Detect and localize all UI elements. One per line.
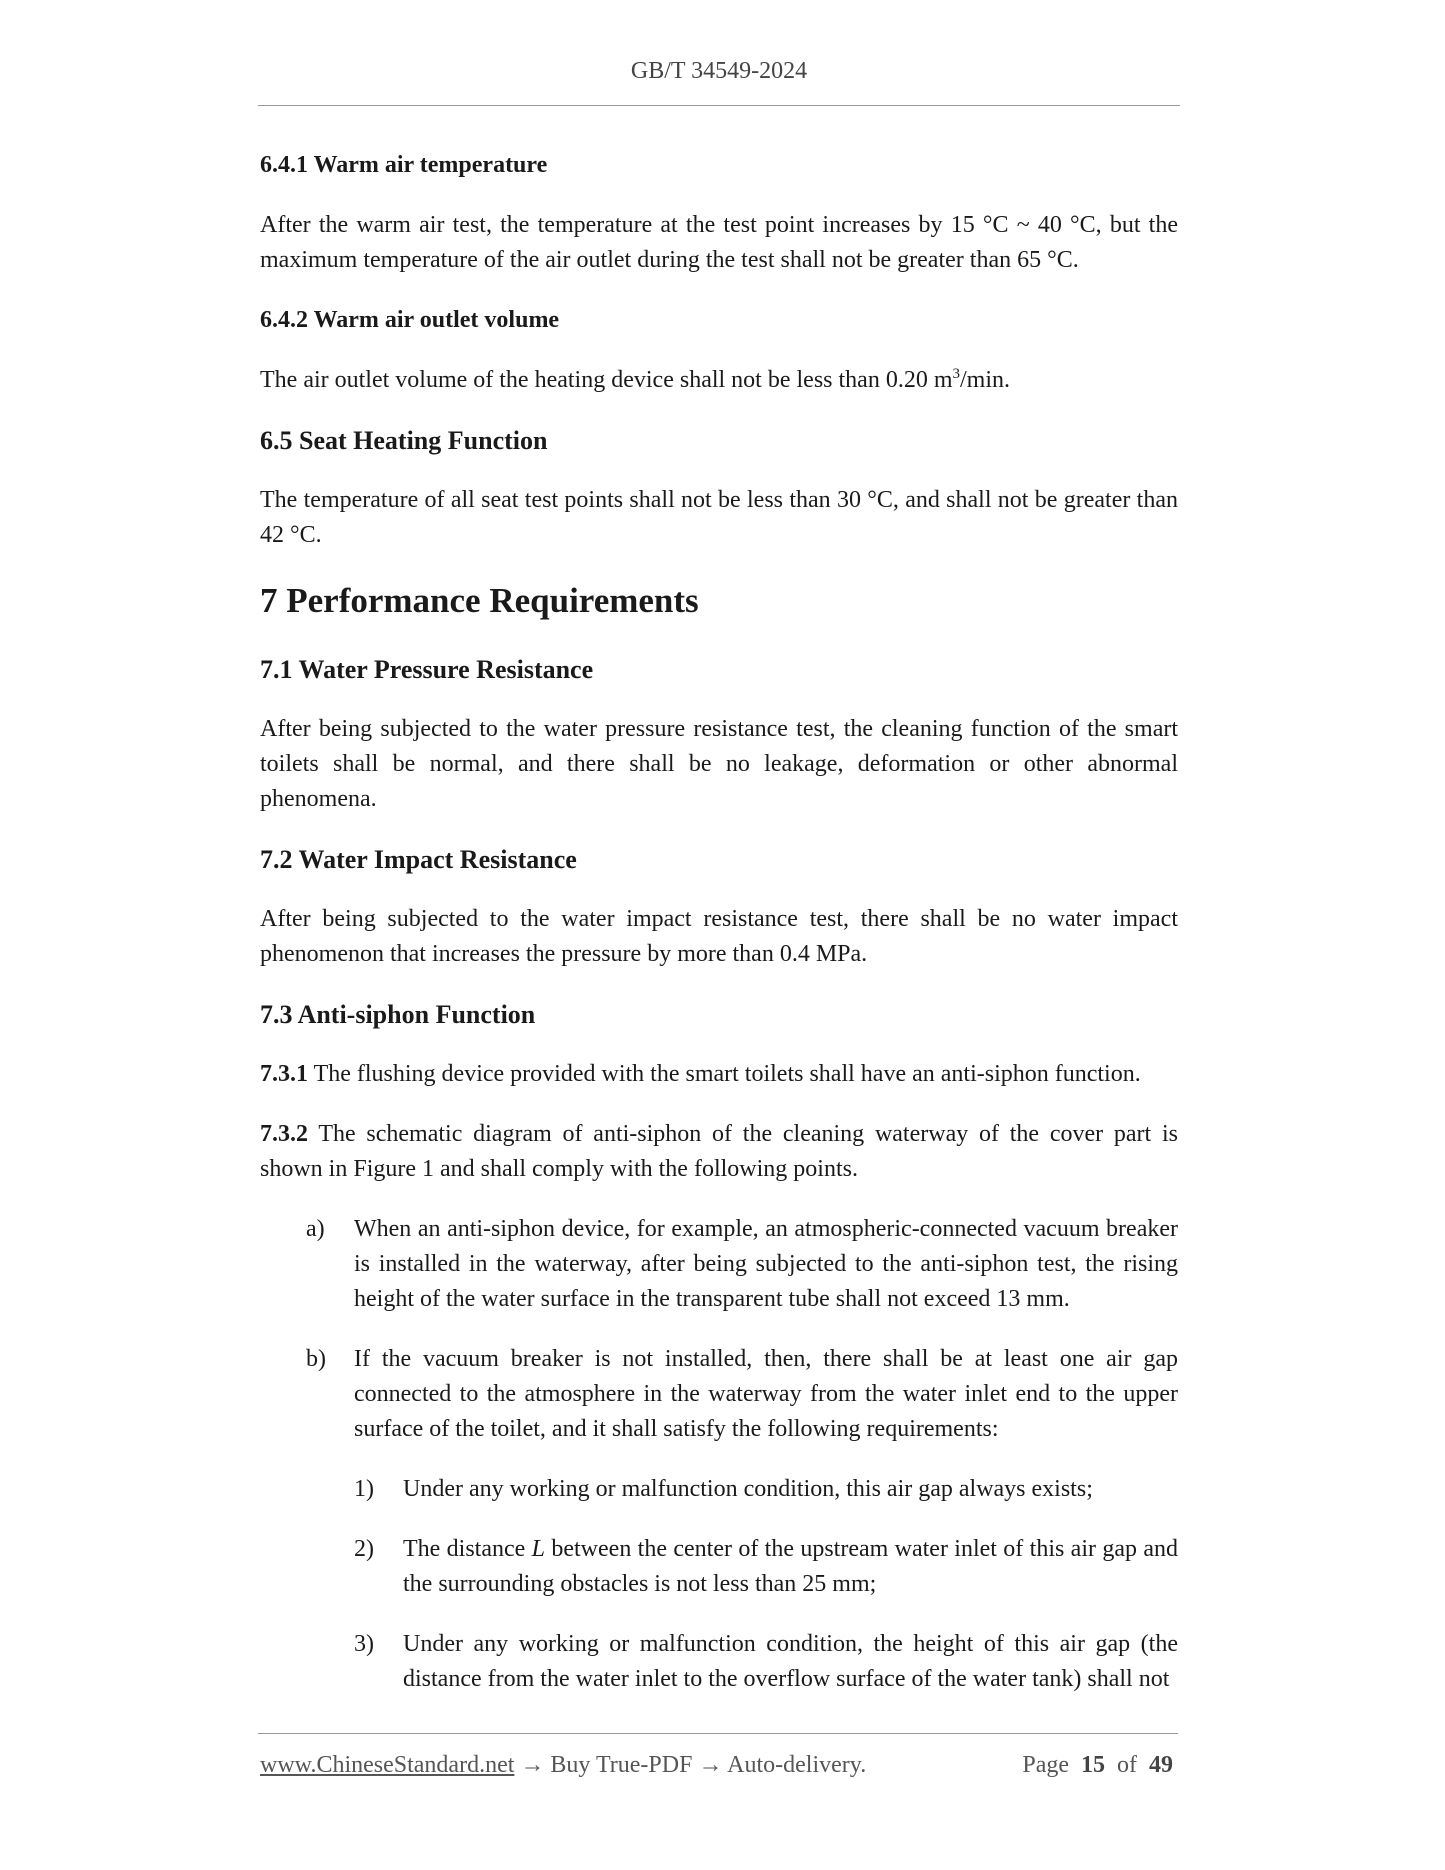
paragraph-6-4-1: After the warm air test, the temperature at the test point increases by 15 °C ~ 40 °C, but the maximum temperature of the air outlet during the test shall not be greater than 65 °C.	[260, 212, 1178, 273]
superscript: 3	[952, 366, 960, 382]
clause-number: 7.3.2	[260, 1121, 308, 1147]
heading-7-3: 7.3 Anti-siphon Function	[260, 1000, 536, 1029]
paragraph-7-3-2	[260, 1117, 1178, 1187]
paragraph-7-2: After being subjected to the water impact resistance test, there shall be no water impact phenomenon that increases the pressure by more than 0.4 MPa.	[260, 906, 1178, 967]
total-pages: 49	[1149, 1752, 1173, 1778]
list-item-text-start: The distance	[403, 1536, 532, 1562]
list-item-text: If the vacuum breaker is not installed, then, there shall be at least one air gap connected to the atmosphere in the waterway from the water inlet end to the upper surface of the toilet, and it shall satisfy the following requirements:	[354, 1346, 1178, 1442]
header-rule	[258, 105, 1180, 106]
paragraph-7-3-1	[260, 1057, 1178, 1092]
paragraph-7-1: After being subjected to the water pressure resistance test, the cleaning function of the smart toilets shall be normal, and there shall be no leakage, deformation or other abnormal phenomena.	[260, 716, 1178, 812]
auto-delivery-text: Auto-delivery.	[727, 1752, 867, 1778]
website-link[interactable]: www.ChineseStandard.net	[260, 1752, 515, 1778]
page-of: of	[1117, 1752, 1137, 1778]
clause-text: The schematic diagram of anti-siphon of the cleaning waterway of the cover part is shown in Figure 1 and shall comply with the following points.	[260, 1121, 1178, 1182]
running-header: GB/T 34549-2024	[630, 58, 808, 84]
list-item-a	[260, 1212, 1178, 1317]
page-label: Page	[1022, 1752, 1069, 1778]
page-number	[1022, 1752, 1173, 1779]
paragraph-6-5: The temperature of all seat test points shall not be less than 30 °C, and shall not be greater than 42 °C.	[260, 487, 1178, 548]
sub-item-1	[260, 1472, 1178, 1507]
heading-6-4-1: 6.4.1 Warm air temperature	[260, 152, 548, 178]
footer-rule	[258, 1733, 1178, 1734]
list-item-text	[403, 1536, 1178, 1597]
page-content	[260, 148, 1178, 1722]
sub-item-2	[260, 1532, 1178, 1602]
list-item-text: When an anti-siphon device, for example, an atmospheric-connected vacuum breaker is installed in the waterway, after being subjected to the anti-siphon test, the rising height of the water surface in the transparent tube shall not exceed 13 mm.	[354, 1216, 1178, 1312]
list-item-text: Under any working or malfunction condition, this air gap always exists;	[403, 1476, 1093, 1502]
sub-item-3	[260, 1627, 1178, 1697]
heading-7-1: 7.1 Water Pressure Resistance	[260, 655, 594, 684]
list-marker: b)	[306, 1346, 326, 1372]
buy-pdf-text: Buy True-PDF	[550, 1752, 693, 1778]
clause-text: The flushing device provided with the smart toilets shall have an anti-siphon function.	[308, 1061, 1141, 1087]
list-marker: a)	[306, 1216, 325, 1242]
heading-6-5: 6.5 Seat Heating Function	[260, 426, 548, 455]
arrow-right-icon: →	[692, 1752, 728, 1778]
arrow-right-icon: →	[514, 1752, 551, 1778]
heading-7-2: 7.2 Water Impact Resistance	[260, 845, 577, 874]
list-item-text-end: between the center of the upstream water inlet of this air gap and the surrounding obstacles is not less than 25 mm;	[403, 1536, 1178, 1597]
list-marker: 3)	[354, 1631, 374, 1657]
heading-6-4-2: 6.4.2 Warm air outlet volume	[260, 307, 560, 333]
list-item-b	[260, 1342, 1178, 1447]
paragraph-6-4-2	[260, 363, 1178, 398]
current-page: 15	[1081, 1752, 1105, 1778]
list-marker: 2)	[354, 1536, 374, 1562]
list-item-text: Under any working or malfunction condition, the height of this air gap (the distance from the water inlet to the overflow surface of the water tank) shall not	[403, 1631, 1178, 1692]
running-footer	[260, 1752, 1178, 1779]
paragraph-6-4-2-text: The air outlet volume of the heating device shall not be less than 0.20 m	[260, 367, 953, 393]
variable-L: L	[531, 1536, 546, 1562]
paragraph-6-4-2-unit: /min.	[959, 367, 1010, 393]
clause-number: 7.3.1	[260, 1061, 308, 1087]
heading-7: 7 Performance Requirements	[260, 581, 699, 620]
list-marker: 1)	[354, 1476, 374, 1502]
